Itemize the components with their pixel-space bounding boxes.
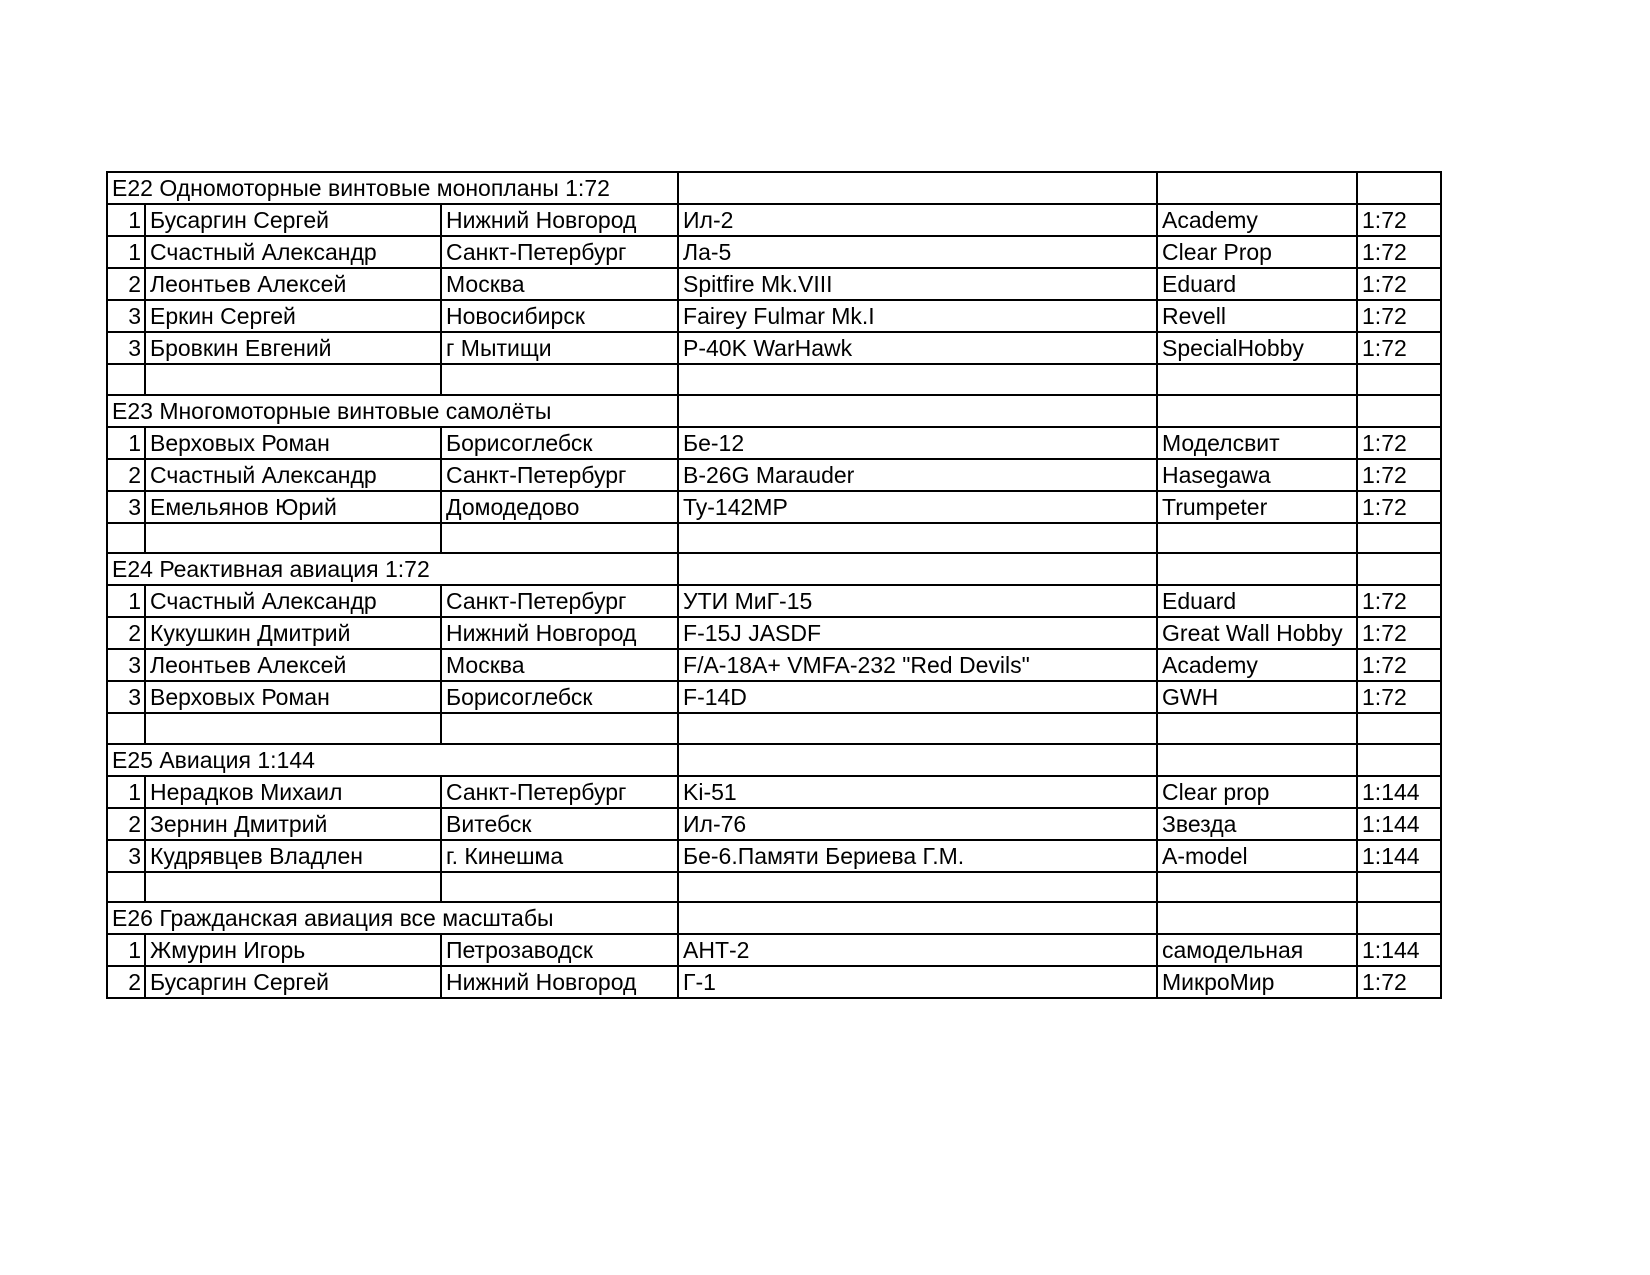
model-cell: F-15J JASDF (678, 617, 1157, 649)
place-cell: 1 (107, 236, 145, 268)
manufacturer-cell: Clear prop (1157, 776, 1357, 808)
table-row (107, 776, 1441, 808)
empty-cell (145, 872, 441, 903)
manufacturer-cell: самодельная (1157, 934, 1357, 966)
participant-name-cell: Бровкин Евгений (145, 332, 441, 364)
participant-name-cell: Счастный Александр (145, 459, 441, 491)
model-cell: Ил-2 (678, 204, 1157, 236)
empty-cell (1357, 872, 1441, 903)
table-row (107, 617, 1441, 649)
manufacturer-cell: Eduard (1157, 268, 1357, 300)
table-row (107, 840, 1441, 872)
city-cell: Нижний Новгород (441, 204, 678, 236)
scale-cell: 1:72 (1357, 617, 1441, 649)
empty-cell (145, 523, 441, 554)
scale-cell: 1:72 (1357, 268, 1441, 300)
city-cell: Санкт-Петербург (441, 236, 678, 268)
city-cell: Борисоглебск (441, 427, 678, 459)
empty-cell (1157, 553, 1357, 585)
model-cell: Ла-5 (678, 236, 1157, 268)
model-cell: Ту-142МР (678, 491, 1157, 523)
manufacturer-cell: Звезда (1157, 808, 1357, 840)
empty-cell (107, 364, 145, 395)
model-cell: УТИ МиГ-15 (678, 585, 1157, 617)
empty-cell (1157, 395, 1357, 427)
empty-cell (678, 395, 1157, 427)
manufacturer-cell: A-model (1157, 840, 1357, 872)
empty-cell (1157, 172, 1357, 204)
table-row (107, 268, 1441, 300)
city-cell: Москва (441, 649, 678, 681)
scale-cell: 1:72 (1357, 427, 1441, 459)
scale-cell: 1:144 (1357, 934, 1441, 966)
model-cell: P-40K WarHawk (678, 332, 1157, 364)
participant-name-cell: Бусаргин Сергей (145, 204, 441, 236)
participant-name-cell: Кудрявцев Владлен (145, 840, 441, 872)
city-cell: Санкт-Петербург (441, 459, 678, 491)
manufacturer-cell: Revell (1157, 300, 1357, 332)
city-cell: г. Кинешма (441, 840, 678, 872)
empty-cell (1157, 523, 1357, 554)
city-cell: Нижний Новгород (441, 617, 678, 649)
scale-cell: 1:72 (1357, 332, 1441, 364)
place-cell: 3 (107, 332, 145, 364)
empty-cell (678, 872, 1157, 903)
manufacturer-cell: МикроМир (1157, 966, 1357, 998)
empty-cell (1157, 872, 1357, 903)
participant-name-cell: Леонтьев Алексей (145, 649, 441, 681)
place-cell: 2 (107, 268, 145, 300)
section-header-row (107, 744, 1441, 776)
empty-cell (678, 172, 1157, 204)
results-table (106, 171, 1442, 999)
empty-cell (678, 902, 1157, 934)
participant-name-cell: Кукушкин Дмитрий (145, 617, 441, 649)
place-cell: 2 (107, 808, 145, 840)
city-cell: Домодедово (441, 491, 678, 523)
place-cell: 2 (107, 617, 145, 649)
city-cell: Борисоглебск (441, 681, 678, 713)
model-cell: Бе-12 (678, 427, 1157, 459)
section-title: Е24 Реактивная авиация 1:72 (107, 553, 678, 585)
city-cell: Витебск (441, 808, 678, 840)
place-cell: 1 (107, 427, 145, 459)
empty-cell (1157, 902, 1357, 934)
participant-name-cell: Счастный Александр (145, 585, 441, 617)
city-cell: Нижний Новгород (441, 966, 678, 998)
model-cell: B-26G Marauder (678, 459, 1157, 491)
empty-cell (1357, 364, 1441, 395)
results-body (107, 172, 1441, 998)
table-row (107, 585, 1441, 617)
empty-cell (678, 713, 1157, 744)
section-header-row (107, 902, 1441, 934)
section-title: Е23 Многомоторные винтовые самолёты (107, 395, 678, 427)
manufacturer-cell: SpecialHobby (1157, 332, 1357, 364)
empty-cell (107, 713, 145, 744)
participant-name-cell: Емельянов Юрий (145, 491, 441, 523)
place-cell: 2 (107, 966, 145, 998)
place-cell: 3 (107, 300, 145, 332)
manufacturer-cell: Eduard (1157, 585, 1357, 617)
empty-cell (1157, 364, 1357, 395)
participant-name-cell: Жмурин Игорь (145, 934, 441, 966)
city-cell: Петрозаводск (441, 934, 678, 966)
participant-name-cell: Верховых Роман (145, 427, 441, 459)
spacer-row (107, 713, 1441, 744)
city-cell: Санкт-Петербург (441, 776, 678, 808)
place-cell: 1 (107, 585, 145, 617)
scale-cell: 1:72 (1357, 300, 1441, 332)
table-row (107, 459, 1441, 491)
table-row (107, 427, 1441, 459)
table-row (107, 332, 1441, 364)
spacer-row (107, 872, 1441, 903)
city-cell: Санкт-Петербург (441, 585, 678, 617)
place-cell: 3 (107, 840, 145, 872)
model-cell: F-14D (678, 681, 1157, 713)
scale-cell: 1:72 (1357, 459, 1441, 491)
manufacturer-cell: Моделсвит (1157, 427, 1357, 459)
table-row (107, 236, 1441, 268)
table-row (107, 491, 1441, 523)
spacer-row (107, 523, 1441, 554)
model-cell: Г-1 (678, 966, 1157, 998)
empty-cell (1157, 713, 1357, 744)
model-cell: F/A-18A+ VMFA-232 "Red Devils" (678, 649, 1157, 681)
place-cell: 3 (107, 649, 145, 681)
section-header-row (107, 172, 1441, 204)
place-cell: 1 (107, 204, 145, 236)
scale-cell: 1:72 (1357, 236, 1441, 268)
manufacturer-cell: Clear Prop (1157, 236, 1357, 268)
city-cell: Новосибирск (441, 300, 678, 332)
scale-cell: 1:72 (1357, 681, 1441, 713)
table-row (107, 808, 1441, 840)
scale-cell: 1:144 (1357, 840, 1441, 872)
empty-cell (1357, 523, 1441, 554)
empty-cell (678, 364, 1157, 395)
model-cell: Ki-51 (678, 776, 1157, 808)
manufacturer-cell: GWH (1157, 681, 1357, 713)
participant-name-cell: Нерадков Михаил (145, 776, 441, 808)
table-row (107, 966, 1441, 998)
empty-cell (1357, 395, 1441, 427)
empty-cell (678, 523, 1157, 554)
scale-cell: 1:144 (1357, 808, 1441, 840)
table-row (107, 649, 1441, 681)
empty-cell (1357, 713, 1441, 744)
participant-name-cell: Леонтьев Алексей (145, 268, 441, 300)
city-cell: г Мытищи (441, 332, 678, 364)
model-cell: Fairey Fulmar Mk.I (678, 300, 1157, 332)
participant-name-cell: Верховых Роман (145, 681, 441, 713)
table-row (107, 300, 1441, 332)
section-header-row (107, 553, 1441, 585)
model-cell: АНТ-2 (678, 934, 1157, 966)
scale-cell: 1:144 (1357, 776, 1441, 808)
section-title: Е26 Гражданская авиация все масштабы (107, 902, 678, 934)
empty-cell (1157, 744, 1357, 776)
empty-cell (1357, 902, 1441, 934)
participant-name-cell: Бусаргин Сергей (145, 966, 441, 998)
place-cell: 2 (107, 459, 145, 491)
empty-cell (441, 713, 678, 744)
empty-cell (1357, 553, 1441, 585)
empty-cell (107, 872, 145, 903)
empty-cell (441, 364, 678, 395)
table-row (107, 681, 1441, 713)
manufacturer-cell: Academy (1157, 204, 1357, 236)
place-cell: 3 (107, 681, 145, 713)
scale-cell: 1:72 (1357, 491, 1441, 523)
scale-cell: 1:72 (1357, 585, 1441, 617)
manufacturer-cell: Hasegawa (1157, 459, 1357, 491)
manufacturer-cell: Great Wall Hobby (1157, 617, 1357, 649)
section-title: Е25 Авиация 1:144 (107, 744, 678, 776)
participant-name-cell: Еркин Сергей (145, 300, 441, 332)
empty-cell (145, 713, 441, 744)
spacer-row (107, 364, 1441, 395)
table-row (107, 204, 1441, 236)
manufacturer-cell: Academy (1157, 649, 1357, 681)
empty-cell (678, 744, 1157, 776)
empty-cell (1357, 744, 1441, 776)
model-cell: Ил-76 (678, 808, 1157, 840)
scale-cell: 1:72 (1357, 204, 1441, 236)
model-cell: Бе-6.Памяти Бериева Г.М. (678, 840, 1157, 872)
empty-cell (1357, 172, 1441, 204)
section-title: Е22 Одномоторные винтовые монопланы 1:72 (107, 172, 678, 204)
empty-cell (145, 364, 441, 395)
place-cell: 1 (107, 934, 145, 966)
place-cell: 1 (107, 776, 145, 808)
empty-cell (441, 523, 678, 554)
model-cell: Spitfire Mk.VIII (678, 268, 1157, 300)
city-cell: Москва (441, 268, 678, 300)
manufacturer-cell: Trumpeter (1157, 491, 1357, 523)
scale-cell: 1:72 (1357, 649, 1441, 681)
participant-name-cell: Зернин Дмитрий (145, 808, 441, 840)
empty-cell (441, 872, 678, 903)
empty-cell (107, 523, 145, 554)
place-cell: 3 (107, 491, 145, 523)
scale-cell: 1:72 (1357, 966, 1441, 998)
empty-cell (678, 553, 1157, 585)
section-header-row (107, 395, 1441, 427)
table-row (107, 934, 1441, 966)
participant-name-cell: Счастный Александр (145, 236, 441, 268)
